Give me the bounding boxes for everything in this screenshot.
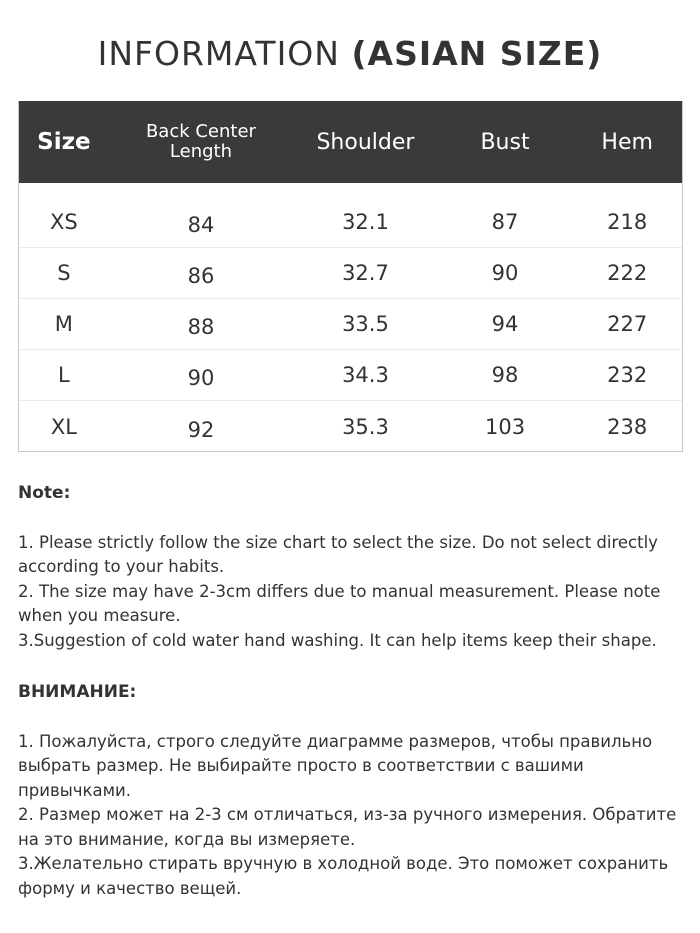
cell-bust: 103 — [484, 414, 526, 439]
header-back-center-length — [109, 101, 293, 183]
table-header — [19, 101, 682, 183]
table-row — [19, 248, 682, 299]
cell-hem: 232 — [607, 363, 648, 387]
title-light: INFORMATION — [97, 34, 352, 73]
header-hem: Hem — [601, 129, 653, 155]
cell-back-center-length: 90 — [187, 366, 215, 390]
note-item: 2. The size may have 2-3cm differs due to manual measurement. Please note when you measure. — [18, 581, 661, 625]
cell-hem: 238 — [607, 414, 648, 439]
cell-hem: 227 — [607, 312, 648, 336]
cell-size: XL — [50, 414, 77, 439]
cell-back-center-length: 86 — [187, 264, 215, 288]
header-back-center-length-label: Back Center Length — [145, 121, 256, 162]
note-item: 1. Please strictly follow the size chart to select the size. Do not select directly according to your habits. — [18, 532, 658, 576]
cell-shoulder: 34.3 — [342, 363, 389, 387]
cell-back-center-length: 84 — [187, 213, 215, 237]
note-heading-en: Note: — [18, 483, 71, 503]
cell-shoulder: 32.1 — [342, 210, 389, 234]
note-item: 1. Пожалуйста, строго следуйте диаграмме размеров, чтобы правильно выбрать размер. Не выбирайте просто в соответствии с вашими привычками. — [18, 731, 653, 800]
title-bold: (ASIAN SIZE) — [351, 34, 603, 73]
page-title — [0, 34, 700, 73]
note-item: 2. Размер может на 2-3 см отличаться, из-за ручного измерения. Обратите на это внимание, когда вы измеряете. — [18, 805, 677, 849]
cell-hem: 218 — [607, 210, 648, 234]
cell-shoulder: 32.7 — [342, 261, 389, 285]
table-row — [19, 350, 682, 401]
header-bust: Bust — [480, 129, 530, 155]
cell-shoulder: 33.5 — [342, 312, 389, 336]
size-chart-table — [18, 101, 683, 452]
cell-size: S — [57, 261, 71, 285]
cell-bust: 87 — [491, 210, 519, 234]
note-item: 3.Suggestion of cold water hand washing. It can help items keep their shape. — [18, 630, 657, 650]
note-item: 3.Желательно стирать вручную в холодной воде. Это поможет сохранить форму и качество вещей. — [18, 854, 669, 898]
header-shoulder: Shoulder — [316, 129, 415, 155]
cell-bust: 94 — [491, 312, 519, 336]
note-russian — [18, 680, 683, 901]
note-heading-ru: ВНИМАНИЕ: — [18, 682, 137, 702]
header-size: Size — [37, 129, 91, 155]
cell-size: XS — [50, 210, 78, 234]
notes-section — [18, 481, 683, 901]
cell-size: L — [58, 363, 70, 387]
cell-hem: 222 — [607, 261, 648, 285]
cell-size: M — [54, 312, 73, 336]
cell-back-center-length: 92 — [187, 417, 215, 442]
table-row — [19, 401, 682, 452]
cell-shoulder: 35.3 — [342, 414, 389, 439]
table-row — [19, 299, 682, 350]
table-row — [19, 197, 682, 248]
cell-bust: 98 — [491, 363, 519, 387]
table-body — [19, 183, 682, 452]
note-english — [18, 481, 683, 653]
cell-back-center-length: 88 — [187, 315, 215, 339]
cell-bust: 90 — [491, 261, 519, 285]
